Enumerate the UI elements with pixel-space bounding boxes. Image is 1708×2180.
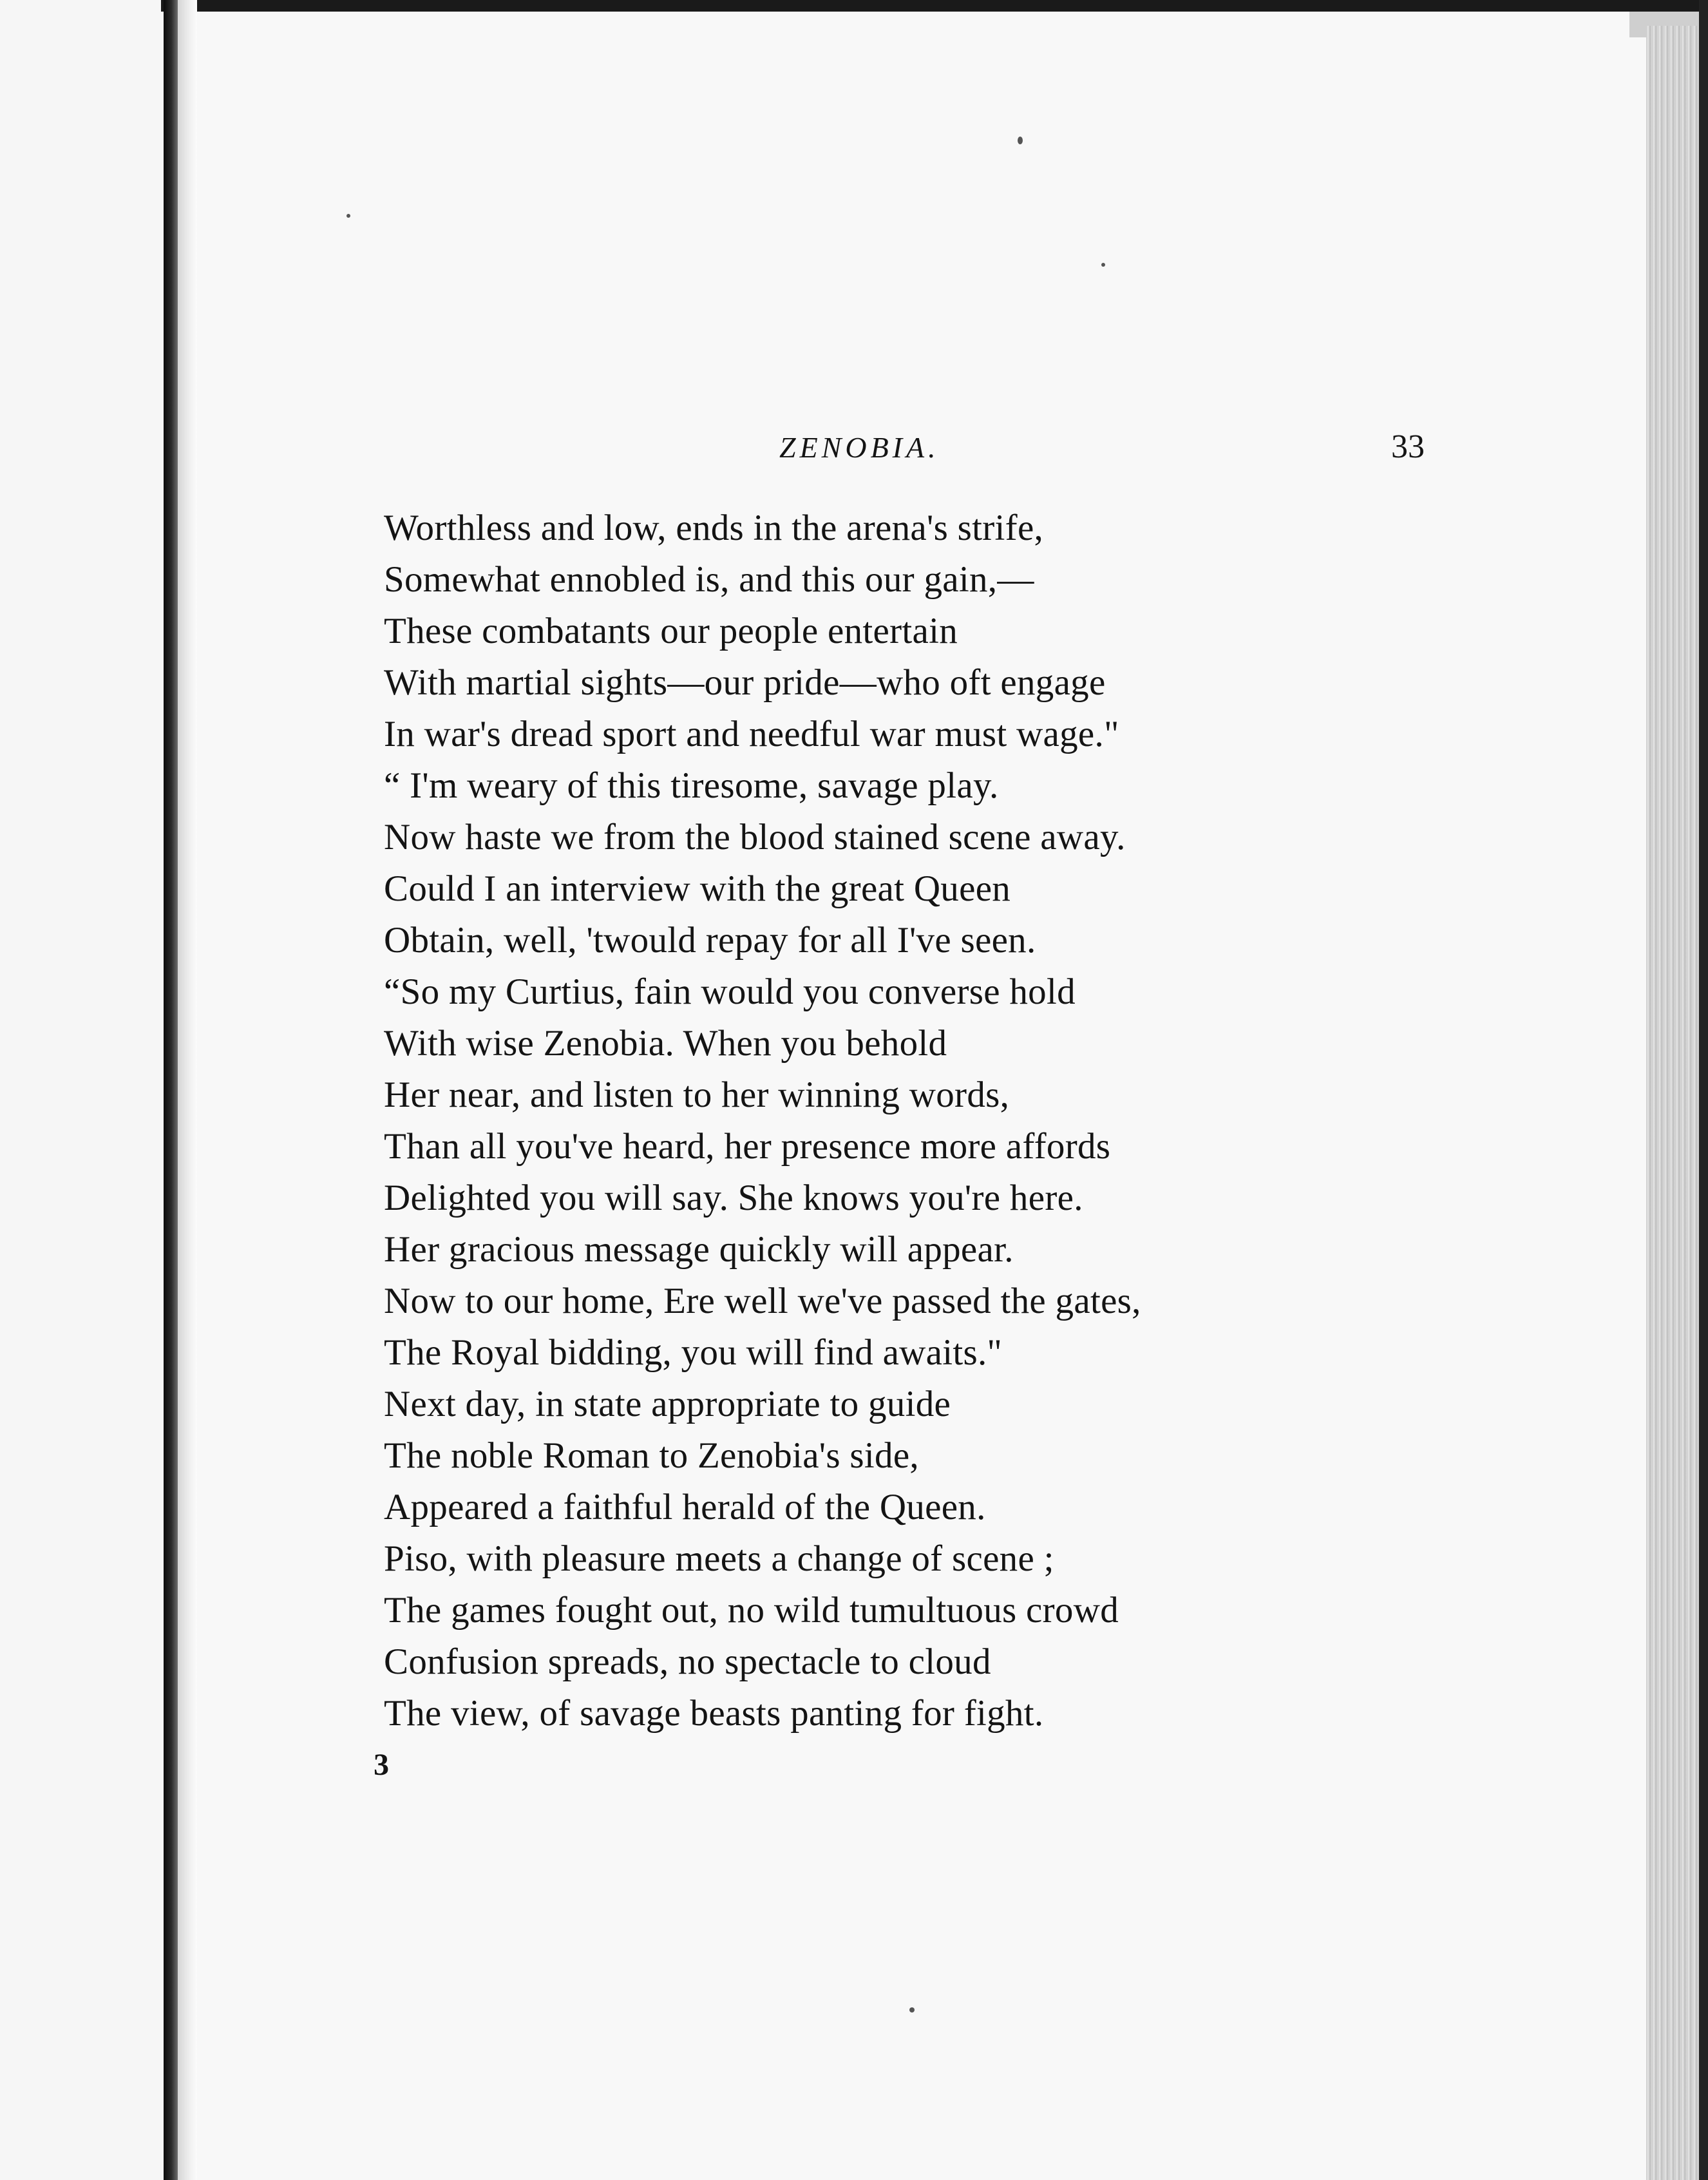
poem-line: Confusion spreads, no spectacle to cloud — [384, 1641, 991, 1682]
poem-line: The Royal bidding, you will find awaits." — [384, 1332, 1003, 1373]
poem-line: The games fought out, no wild tumultuous crowd — [384, 1590, 1119, 1630]
scan-border-right — [1699, 0, 1708, 2180]
running-title: ZENOBIA. — [779, 431, 940, 464]
poem-line: These combatants our people entertain — [384, 611, 958, 651]
poem-line: Now to our home, Ere well we've passed the gates, — [384, 1281, 1141, 1321]
poem-line: Worthless and low, ends in the arena's strife, — [384, 508, 1044, 548]
page-stack-edges — [1646, 26, 1699, 2180]
poem-line: The view, of savage beasts panting for fight. — [384, 1693, 1044, 1734]
scan-speck — [909, 2007, 915, 2013]
poem-line: Could I an interview with the great Queen — [384, 868, 1011, 909]
scan-border-top — [161, 0, 1708, 12]
scan-speck — [1101, 263, 1105, 267]
poem-line: Somewhat ennobled is, and this our gain,— — [384, 559, 1034, 600]
poem-line: Piso, with pleasure meets a change of scene ; — [384, 1538, 1054, 1579]
poem-line: Her near, and listen to her winning words, — [384, 1075, 1010, 1115]
poem-line: Appeared a faithful herald of the Queen. — [384, 1487, 986, 1527]
book-gutter — [164, 0, 178, 2180]
poem-line: In war's dread sport and needful war must wage." — [384, 714, 1119, 754]
poem-line: Her gracious message quickly will appear. — [384, 1229, 1014, 1270]
poem-line: With martial sights—our pride—who oft engage — [384, 662, 1106, 703]
gutter-shadow — [178, 0, 197, 2180]
signature-mark: 3 — [374, 1748, 389, 1782]
poem-line: Now haste we from the blood stained scene away. — [384, 817, 1126, 857]
scan-speck — [346, 214, 350, 218]
poem-line: Than all you've heard, her presence more affords — [384, 1126, 1111, 1167]
poem-line: Obtain, well, 'twould repay for all I've seen. — [384, 920, 1036, 961]
poem-line: With wise Zenobia. When you behold — [384, 1023, 947, 1064]
poem-line: “So my Curtius, fain would you converse hold — [384, 971, 1076, 1012]
poem-text — [384, 502, 1141, 1739]
poem-line: Next day, in state appropriate to guide — [384, 1384, 951, 1424]
poem-line: “ I'm weary of this tiresome, savage play. — [384, 765, 999, 806]
poem-line: The noble Roman to Zenobia's side, — [384, 1435, 919, 1476]
scan-speck — [1018, 137, 1023, 144]
facing-page-edge — [0, 0, 164, 2180]
page-number: 33 — [1391, 428, 1425, 465]
poem-line: Delighted you will say. She knows you're here. — [384, 1178, 1083, 1218]
